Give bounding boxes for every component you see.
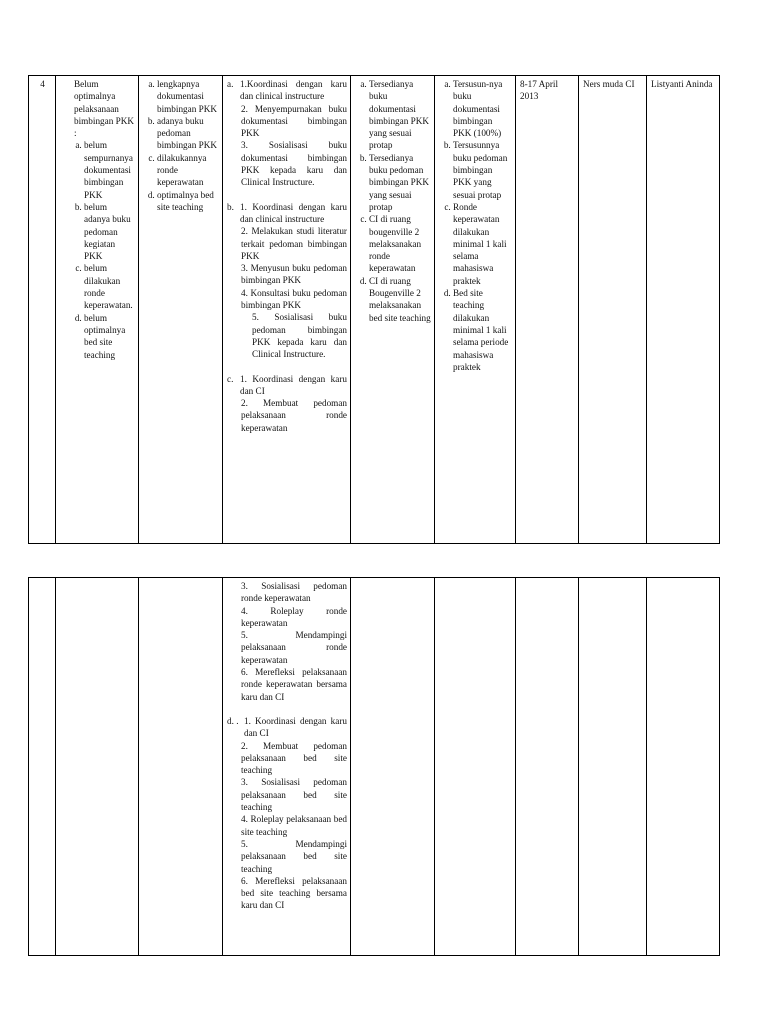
- activity-step: 5. Mendampingi pelaksanaan ronde keperawatan: [241, 630, 347, 665]
- list-item: c. CI di ruang bougenville 2 melaksanakan ronde keperawatan: [369, 213, 431, 274]
- list-item: b. Tersedianya buku pedoman bimbingan PKK yang sesuai protap: [369, 152, 431, 213]
- activity-step: 2. Menyempurnakan buku dokumentasi bimbingan PKK: [241, 103, 347, 139]
- activity-step: 3. Menyusun buku pedoman bimbingan PKK: [241, 263, 347, 286]
- row-number-cell: [29, 76, 56, 544]
- activity-step: 1. Koordinasi dengan karu dan CI: [244, 715, 347, 739]
- activity-d: [227, 715, 347, 740]
- time-cell: [516, 76, 579, 544]
- pic-cell: [579, 578, 647, 956]
- activity-step: 4. Konsultasi buku pedoman bimbingan PKK: [241, 287, 347, 311]
- table-row: [29, 578, 720, 956]
- activity-c-label: c.: [227, 373, 234, 384]
- list-item: d. Bed site teaching dilakukan minimal 1 kali selama periode mahasiswa praktek: [453, 287, 512, 373]
- activity-step: 2. Membuat pedoman pelaksanaan ronde keperawatan: [241, 398, 347, 433]
- list-item: a. Tersedianya buku dokumentasi bimbingan PKK yang sesuai protap: [369, 78, 431, 152]
- row-number-cell: [29, 578, 56, 956]
- list-item: d. CI di ruang Bougenville 2 melaksanakan bed site teaching: [369, 275, 431, 324]
- planning-table-page-section-1: [28, 75, 720, 544]
- list-item: d. belum optimalnya bed site teaching: [84, 312, 135, 361]
- activity-cell: [223, 578, 351, 956]
- activity-step: 3. Sosialisasi pedoman ronde keperawatan: [241, 581, 347, 604]
- names-value: Listyanti Aninda: [651, 79, 713, 89]
- problem-cell: [56, 76, 139, 544]
- activity-step: 3. Sosialisasi pedoman pelaksanaan bed site teaching: [241, 777, 347, 813]
- target-list: [439, 78, 512, 373]
- resource-list: [355, 78, 431, 324]
- activity-step: 3. Sosialisasi buku dokumentasi bimbingan PKK kepada karu dan Clinical Instructure.: [241, 140, 347, 188]
- resource-cell: [351, 76, 435, 544]
- pic-value: Ners muda CI: [583, 79, 635, 89]
- activity-b: [227, 201, 347, 226]
- activity-step: 6. Merefleksi pelaksanaan ronde keperawatan bersama karu dan CI: [241, 667, 347, 702]
- list-item: c. dilakukannya ronde keperawatan: [157, 152, 219, 189]
- activity-b-label: b.: [227, 201, 234, 212]
- activity-step: 5. Sosialisasi buku pedoman bimbingan PKK kepada karu dan Clinical Instructure.: [252, 312, 347, 360]
- activity-c: [227, 373, 347, 398]
- list-item: d. optimalnya bed site teaching: [157, 189, 219, 214]
- target-cell: [435, 578, 516, 956]
- row-number: 4: [40, 79, 45, 89]
- target-cell: [435, 76, 516, 544]
- planning-table-page-section-2: [28, 577, 720, 956]
- resource-cell: [351, 578, 435, 956]
- activity-step: 5. Mendampingi pelaksanaan bed site teaching: [241, 838, 347, 874]
- list-item: b. adanya buku pedoman bimbingan PKK: [157, 115, 219, 152]
- activity-step: 6. Merefleksi pelaksanaan bed site teaching bersama karu dan CI: [241, 875, 347, 911]
- time-value: 8-17 April 2013: [520, 79, 559, 102]
- activity-step: 4. Roleplay ronde keperawatan: [241, 605, 347, 628]
- problem-list: [60, 139, 135, 360]
- activity-cell: [223, 76, 351, 544]
- names-cell: [647, 76, 720, 544]
- activity-step: 4. Roleplay pelaksanaan bed site teaching: [241, 814, 347, 837]
- objective-list: [143, 78, 219, 213]
- list-item: c. Ronde keperawatan dilakukan minimal 1 kali selama mahasiswa praktek: [453, 201, 512, 287]
- objective-cell: [139, 76, 223, 544]
- activity-a: [227, 78, 347, 103]
- list-item: a. lengkapnya dokumentasi bimbingan PKK: [157, 78, 219, 115]
- list-item: b. belum adanya buku pedoman kegiatan PKK: [84, 201, 135, 262]
- activity-d-label: d. .: [227, 715, 239, 726]
- objective-cell: [139, 578, 223, 956]
- pic-cell: [579, 76, 647, 544]
- activity-step: 1.Koordinasi dengan karu dan clinical instructure: [240, 79, 347, 102]
- names-cell: [647, 578, 720, 956]
- time-cell: [516, 578, 579, 956]
- table-row: [29, 76, 720, 544]
- list-item: c. belum dilakukan ronde keperawatan.: [84, 262, 135, 311]
- list-item: b. Tersusunnya buku pedoman bimbingan PKK yang sesuai protap: [453, 139, 512, 200]
- problem-cell: [56, 578, 139, 956]
- activity-step: 1. Koordinasi dengan karu dan CI: [240, 373, 347, 396]
- activity-step: 2. Membuat pedoman pelaksanaan bed site teaching: [241, 740, 347, 776]
- activity-step: 2. Melakukan studi literatur terkait pedoman bimbingan PKK: [241, 226, 347, 261]
- problem-title: Belum optimalnya pelaksanaan bimbingan PKK :: [74, 79, 134, 139]
- list-item: a. Tersusun-nya buku dokumentasi bimbingan PKK (100%): [453, 78, 512, 139]
- activity-a-label: a.: [227, 79, 234, 89]
- activity-step: 1. Koordinasi dengan karu dan clinical instructure: [240, 201, 347, 224]
- list-item: a. belum sempurnanya dokumentasi bimbingan PKK: [84, 139, 135, 200]
